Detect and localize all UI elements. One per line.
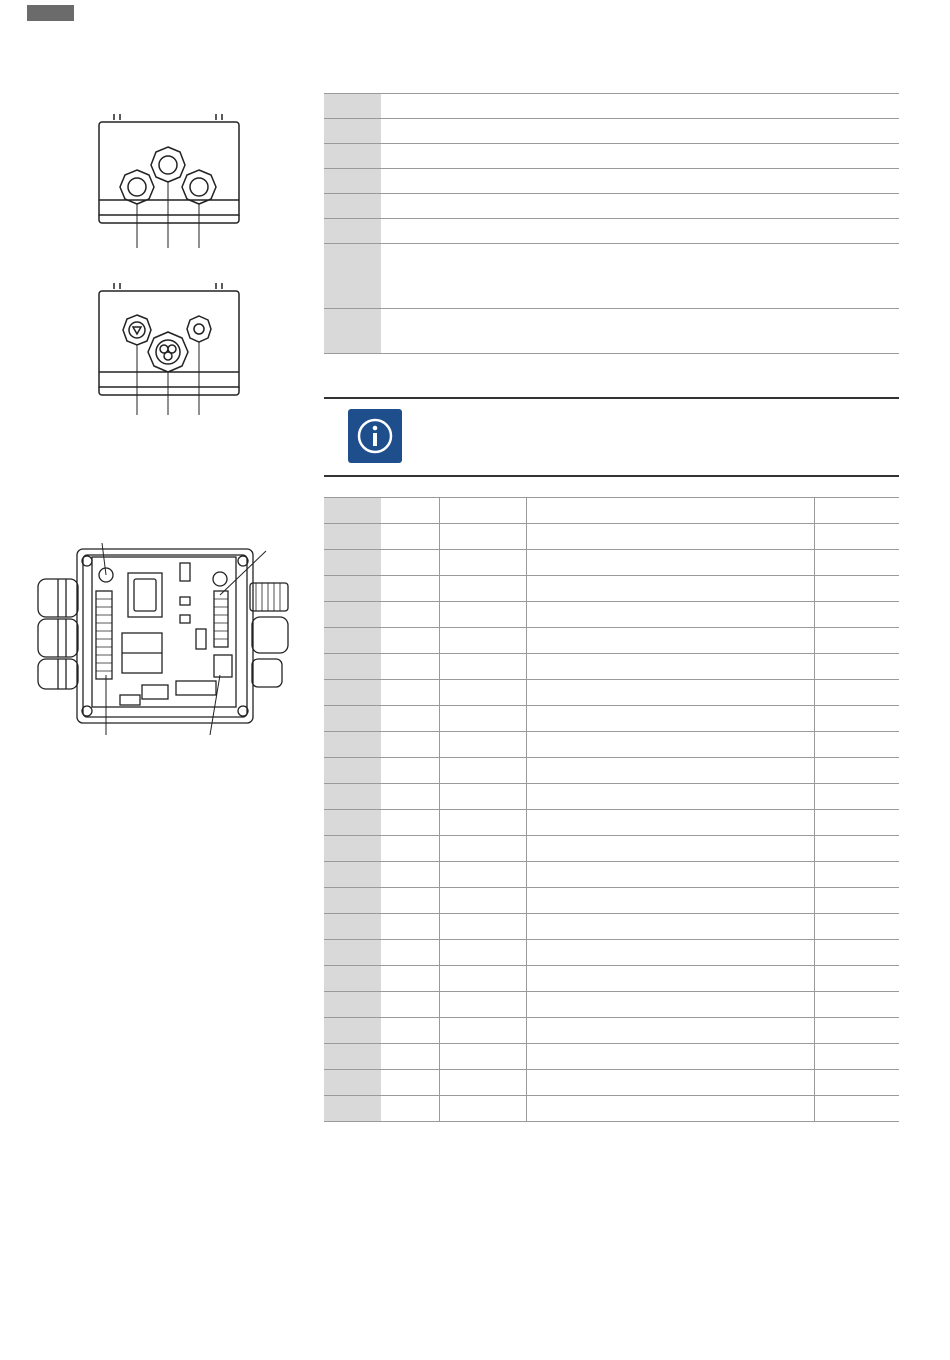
table-row: [324, 732, 899, 758]
table-row: [324, 144, 899, 169]
table-row: [324, 244, 899, 309]
housing-front-view-glands: [30, 100, 310, 260]
table-row: [324, 1070, 899, 1096]
table-row: [324, 550, 899, 576]
info-icon: [348, 409, 402, 463]
info-note: [324, 397, 899, 477]
table-row: [324, 992, 899, 1018]
table-row: [324, 498, 899, 524]
table-row: [324, 784, 899, 810]
table-row: [324, 758, 899, 784]
table-row: [324, 836, 899, 862]
page-header-tab: [27, 5, 74, 21]
terminal-assignment-table: [324, 497, 899, 1122]
table-row: [324, 914, 899, 940]
table-row: [324, 524, 899, 550]
table-row: [324, 576, 899, 602]
table-row: [324, 706, 899, 732]
table-row: [324, 680, 899, 706]
table-row: [324, 628, 899, 654]
table-row: [324, 94, 899, 119]
table-row: [324, 940, 899, 966]
terminal-box-circuit-board: [30, 535, 315, 745]
table-row: [324, 1044, 899, 1070]
table-row: [324, 966, 899, 992]
table-row: [324, 119, 899, 144]
table-row: [324, 169, 899, 194]
cable-gland-table: [324, 93, 899, 354]
table-row: [324, 654, 899, 680]
housing-front-view-connectors: [30, 275, 310, 425]
table-row: [324, 888, 899, 914]
table-row: [324, 862, 899, 888]
table-row: [324, 219, 899, 244]
table-row: [324, 1018, 899, 1044]
table-row: [324, 602, 899, 628]
table-row: [324, 194, 899, 219]
table-row: [324, 309, 899, 354]
table-row: [324, 810, 899, 836]
table-row: [324, 1096, 899, 1122]
